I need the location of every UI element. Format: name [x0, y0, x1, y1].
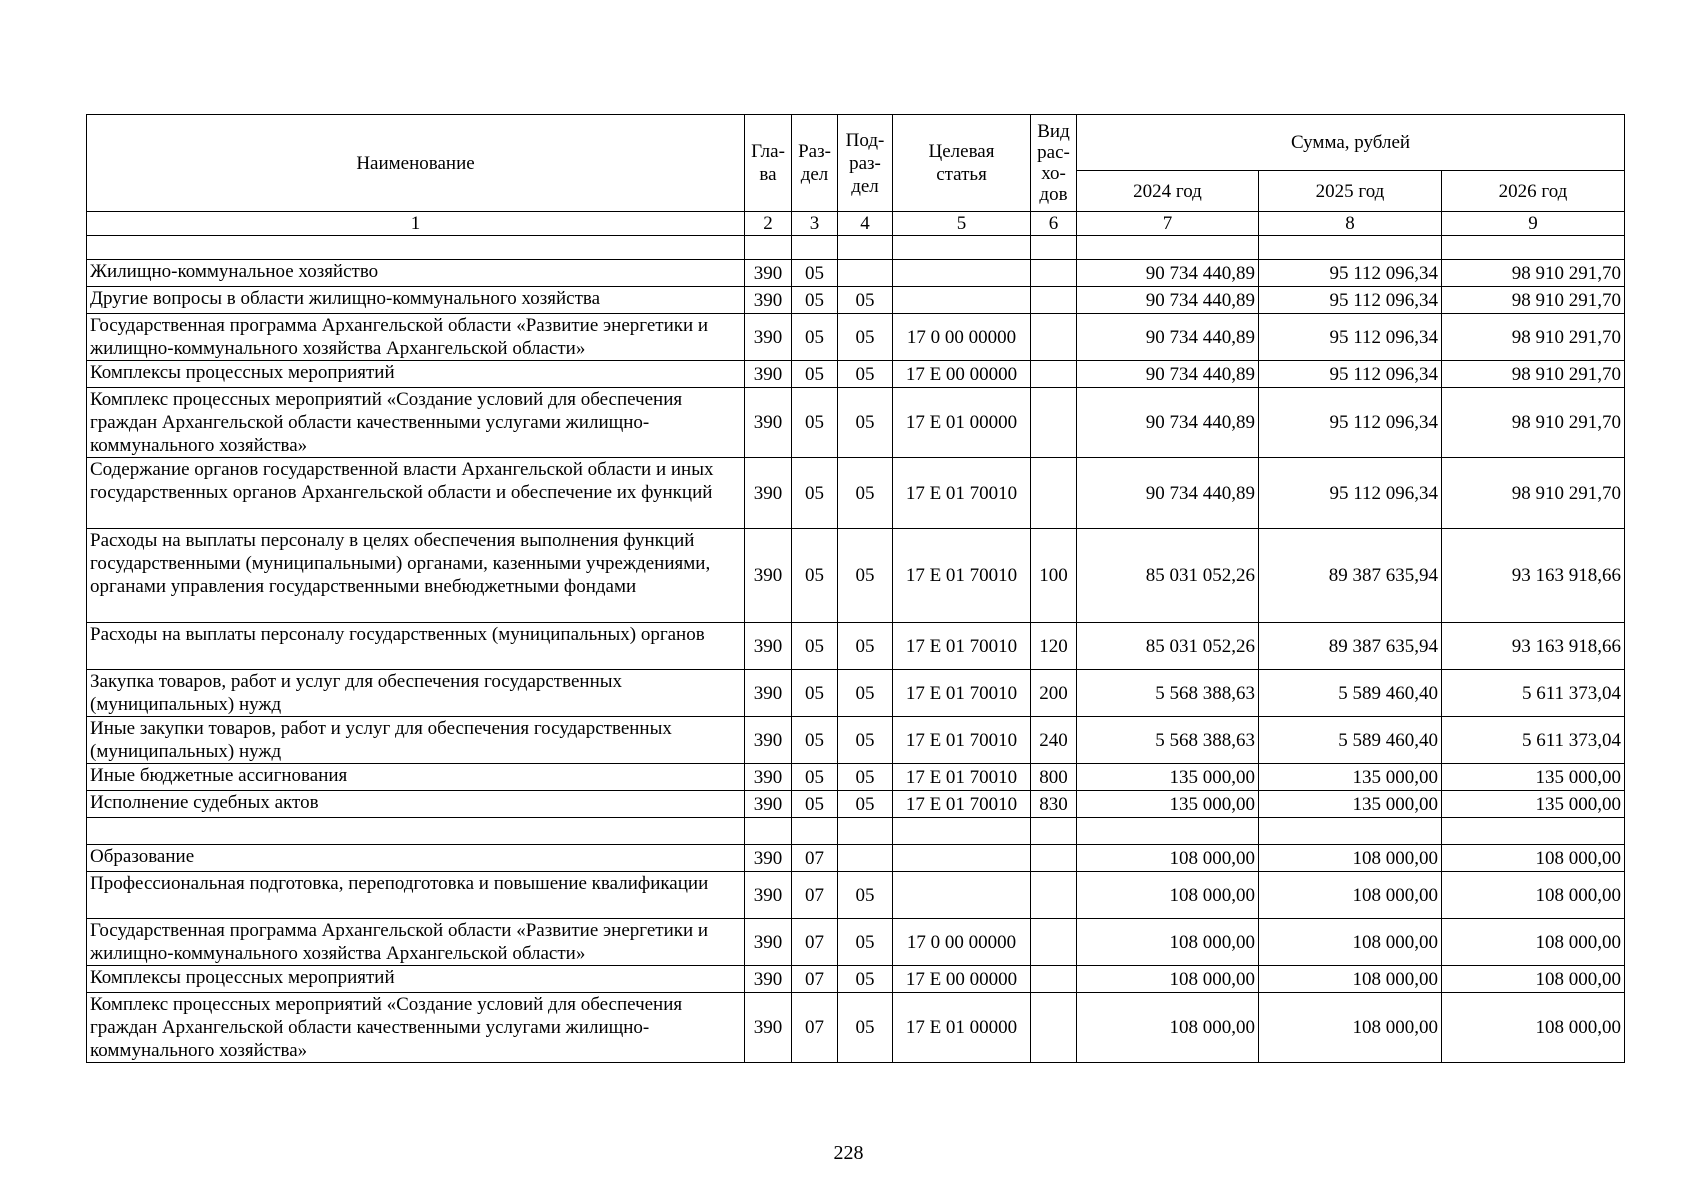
- column-number: 2: [745, 212, 792, 236]
- row-razdel: 07: [792, 919, 838, 966]
- row-tselevaya-statya: 17 Е 01 70010: [893, 529, 1031, 623]
- row-sum-2025: 89 387 635,94: [1259, 529, 1442, 623]
- header-2025: 2025 год: [1259, 171, 1442, 212]
- row-sum-2026: [1442, 818, 1625, 845]
- row-vid-rashodov: [1031, 388, 1077, 458]
- row-sum-2026: 98 910 291,70: [1442, 458, 1625, 529]
- row-tselevaya-statya: [893, 818, 1031, 845]
- row-vid-rashodov: 120: [1031, 623, 1077, 670]
- row-sum-2024: 90 734 440,89: [1077, 388, 1259, 458]
- table-body: [87, 236, 1625, 1063]
- row-tselevaya-statya: 17 Е 01 70010: [893, 764, 1031, 791]
- row-sum-2025: 89 387 635,94: [1259, 623, 1442, 670]
- row-vid-rashodov: [1031, 236, 1077, 260]
- table-row: [87, 717, 1625, 764]
- row-sum-2026: 108 000,00: [1442, 993, 1625, 1063]
- row-razdel: 05: [792, 260, 838, 287]
- row-tselevaya-statya: 17 0 00 00000: [893, 314, 1031, 361]
- row-razdel: 05: [792, 388, 838, 458]
- row-glava: 390: [745, 314, 792, 361]
- row-sum-2026: 108 000,00: [1442, 872, 1625, 919]
- header-name: Наименование: [87, 115, 745, 212]
- row-sum-2024: 5 568 388,63: [1077, 717, 1259, 764]
- row-glava: 390: [745, 764, 792, 791]
- row-sum-2025: 135 000,00: [1259, 791, 1442, 818]
- row-sum-2025: [1259, 236, 1442, 260]
- row-glava: [745, 818, 792, 845]
- row-glava: 390: [745, 919, 792, 966]
- row-vid-rashodov: [1031, 361, 1077, 388]
- table-row: [87, 845, 1625, 872]
- row-glava: 390: [745, 670, 792, 717]
- row-sum-2026: 98 910 291,70: [1442, 361, 1625, 388]
- table-row: [87, 764, 1625, 791]
- table-row: [87, 993, 1625, 1063]
- row-razdel: 07: [792, 966, 838, 993]
- row-sum-2026: 135 000,00: [1442, 764, 1625, 791]
- row-vid-rashodov: 200: [1031, 670, 1077, 717]
- row-podrazdel: 05: [838, 361, 893, 388]
- row-razdel: 05: [792, 791, 838, 818]
- row-vid-rashodov: 240: [1031, 717, 1077, 764]
- row-glava: 390: [745, 388, 792, 458]
- row-glava: [745, 236, 792, 260]
- row-tselevaya-statya: 17 Е 01 70010: [893, 791, 1031, 818]
- row-podrazdel: 05: [838, 872, 893, 919]
- header-tselevaya-statya: Целевая статья: [893, 115, 1031, 212]
- header-2024: 2024 год: [1077, 171, 1259, 212]
- row-name: Образование: [87, 845, 745, 872]
- row-sum-2026: 93 163 918,66: [1442, 623, 1625, 670]
- row-name: Профессиональная подготовка, переподготовка и повышение квалификации: [87, 872, 745, 919]
- row-sum-2024: 5 568 388,63: [1077, 670, 1259, 717]
- row-tselevaya-statya: 17 Е 01 70010: [893, 717, 1031, 764]
- row-glava: 390: [745, 529, 792, 623]
- row-sum-2024: [1077, 236, 1259, 260]
- row-sum-2026: 98 910 291,70: [1442, 388, 1625, 458]
- row-podrazdel: 05: [838, 670, 893, 717]
- row-sum-2025: 5 589 460,40: [1259, 717, 1442, 764]
- row-sum-2025: 108 000,00: [1259, 966, 1442, 993]
- row-sum-2024: 85 031 052,26: [1077, 529, 1259, 623]
- table-row: [87, 872, 1625, 919]
- table-row: [87, 529, 1625, 623]
- row-sum-2024: 108 000,00: [1077, 993, 1259, 1063]
- row-razdel: 05: [792, 287, 838, 314]
- row-vid-rashodov: 800: [1031, 764, 1077, 791]
- row-sum-2025: [1259, 818, 1442, 845]
- header-summa: Сумма, рублей: [1077, 115, 1625, 171]
- row-sum-2024: 135 000,00: [1077, 764, 1259, 791]
- row-tselevaya-statya: [893, 260, 1031, 287]
- row-vid-rashodov: [1031, 818, 1077, 845]
- row-name: Содержание органов государственной власти Архангельской области и иных государственных органов Архангельской области и обеспечение их функций: [87, 458, 745, 529]
- row-name: Комплекс процессных мероприятий «Создание условий для обеспечения граждан Архангельской области качественными услугами жилищно-коммунального хозяйства»: [87, 993, 745, 1063]
- row-podrazdel: [838, 236, 893, 260]
- row-tselevaya-statya: 17 Е 01 70010: [893, 623, 1031, 670]
- row-tselevaya-statya: [893, 287, 1031, 314]
- row-sum-2024: 90 734 440,89: [1077, 458, 1259, 529]
- row-razdel: 05: [792, 458, 838, 529]
- row-vid-rashodov: [1031, 966, 1077, 993]
- row-podrazdel: 05: [838, 388, 893, 458]
- row-glava: 390: [745, 260, 792, 287]
- row-sum-2025: 135 000,00: [1259, 764, 1442, 791]
- row-sum-2025: 108 000,00: [1259, 993, 1442, 1063]
- row-name: Закупка товаров, работ и услуг для обеспечения государственных (муниципальных) нужд: [87, 670, 745, 717]
- row-name: Иные бюджетные ассигнования: [87, 764, 745, 791]
- row-tselevaya-statya: 17 Е 00 00000: [893, 966, 1031, 993]
- row-sum-2025: 95 112 096,34: [1259, 260, 1442, 287]
- row-tselevaya-statya: [893, 236, 1031, 260]
- budget-table: [86, 114, 1625, 1063]
- row-vid-rashodov: 100: [1031, 529, 1077, 623]
- row-vid-rashodov: [1031, 993, 1077, 1063]
- row-sum-2026: 135 000,00: [1442, 791, 1625, 818]
- row-podrazdel: 05: [838, 919, 893, 966]
- row-tselevaya-statya: 17 Е 01 70010: [893, 670, 1031, 717]
- row-razdel: [792, 236, 838, 260]
- row-glava: 390: [745, 287, 792, 314]
- row-podrazdel: 05: [838, 529, 893, 623]
- row-tselevaya-statya: 17 Е 01 70010: [893, 458, 1031, 529]
- column-number-row: [87, 212, 1625, 236]
- row-razdel: 07: [792, 872, 838, 919]
- column-number: 7: [1077, 212, 1259, 236]
- row-sum-2024: 108 000,00: [1077, 919, 1259, 966]
- row-podrazdel: 05: [838, 623, 893, 670]
- row-podrazdel: 05: [838, 314, 893, 361]
- row-sum-2025: 95 112 096,34: [1259, 287, 1442, 314]
- table-row: [87, 966, 1625, 993]
- row-sum-2024: 90 734 440,89: [1077, 361, 1259, 388]
- column-number: 8: [1259, 212, 1442, 236]
- row-razdel: 05: [792, 623, 838, 670]
- row-sum-2026: 98 910 291,70: [1442, 260, 1625, 287]
- header-podrazdel: Под- раз- дел: [838, 115, 893, 212]
- row-glava: 390: [745, 458, 792, 529]
- row-vid-rashodov: [1031, 845, 1077, 872]
- row-podrazdel: 05: [838, 966, 893, 993]
- row-name: Государственная программа Архангельской области «Развитие энергетики и жилищно-коммунального хозяйства Архангельской области»: [87, 919, 745, 966]
- row-podrazdel: 05: [838, 717, 893, 764]
- row-vid-rashodov: [1031, 260, 1077, 287]
- column-number: 9: [1442, 212, 1625, 236]
- row-name: [87, 818, 745, 845]
- row-sum-2026: 108 000,00: [1442, 966, 1625, 993]
- row-razdel: 05: [792, 529, 838, 623]
- row-sum-2024: 108 000,00: [1077, 872, 1259, 919]
- row-tselevaya-statya: [893, 872, 1031, 919]
- row-name: Государственная программа Архангельской области «Развитие энергетики и жилищно-коммунального хозяйства Архангельской области»: [87, 314, 745, 361]
- row-sum-2024: [1077, 818, 1259, 845]
- row-vid-rashodov: 830: [1031, 791, 1077, 818]
- row-name: [87, 236, 745, 260]
- table-row: [87, 791, 1625, 818]
- row-sum-2024: 108 000,00: [1077, 845, 1259, 872]
- table-row: [87, 623, 1625, 670]
- row-glava: 390: [745, 791, 792, 818]
- row-sum-2024: 90 734 440,89: [1077, 287, 1259, 314]
- row-sum-2025: 108 000,00: [1259, 919, 1442, 966]
- table-row: [87, 919, 1625, 966]
- row-vid-rashodov: [1031, 872, 1077, 919]
- row-podrazdel: [838, 260, 893, 287]
- row-sum-2025: 108 000,00: [1259, 872, 1442, 919]
- row-glava: 390: [745, 361, 792, 388]
- row-sum-2024: 135 000,00: [1077, 791, 1259, 818]
- column-number: 6: [1031, 212, 1077, 236]
- table-row: [87, 388, 1625, 458]
- row-razdel: 05: [792, 764, 838, 791]
- row-podrazdel: 05: [838, 764, 893, 791]
- row-sum-2026: 5 611 373,04: [1442, 717, 1625, 764]
- table-row: [87, 670, 1625, 717]
- table-row: [87, 287, 1625, 314]
- header-glava: Гла- ва: [745, 115, 792, 212]
- header-vid-rashodov: Вид рас- хо- дов: [1031, 115, 1077, 212]
- row-sum-2026: [1442, 236, 1625, 260]
- row-sum-2025: 5 589 460,40: [1259, 670, 1442, 717]
- row-sum-2025: 95 112 096,34: [1259, 388, 1442, 458]
- row-podrazdel: [838, 845, 893, 872]
- row-glava: 390: [745, 717, 792, 764]
- row-podrazdel: 05: [838, 287, 893, 314]
- row-name: Комплекс процессных мероприятий «Создание условий для обеспечения граждан Архангельской области качественными услугами жилищно-коммунального хозяйства»: [87, 388, 745, 458]
- row-sum-2025: 95 112 096,34: [1259, 458, 1442, 529]
- row-tselevaya-statya: 17 0 00 00000: [893, 919, 1031, 966]
- row-glava: 390: [745, 993, 792, 1063]
- row-name: Жилищно-коммунальное хозяйство: [87, 260, 745, 287]
- row-name: Иные закупки товаров, работ и услуг для обеспечения государственных (муниципальных) нужд: [87, 717, 745, 764]
- row-vid-rashodov: [1031, 287, 1077, 314]
- row-tselevaya-statya: 17 Е 01 00000: [893, 993, 1031, 1063]
- row-razdel: 05: [792, 314, 838, 361]
- row-razdel: 05: [792, 670, 838, 717]
- row-name: Расходы на выплаты персоналу государственных (муниципальных) органов: [87, 623, 745, 670]
- row-sum-2025: 95 112 096,34: [1259, 314, 1442, 361]
- row-razdel: 07: [792, 845, 838, 872]
- header-2026: 2026 год: [1442, 171, 1625, 212]
- row-sum-2025: 108 000,00: [1259, 845, 1442, 872]
- table-row: [87, 236, 1625, 260]
- table-row: [87, 314, 1625, 361]
- row-name: Комплексы процессных мероприятий: [87, 361, 745, 388]
- row-podrazdel: 05: [838, 993, 893, 1063]
- row-razdel: [792, 818, 838, 845]
- column-number: 4: [838, 212, 893, 236]
- table-row: [87, 361, 1625, 388]
- row-podrazdel: [838, 818, 893, 845]
- row-sum-2025: 95 112 096,34: [1259, 361, 1442, 388]
- table-row: [87, 818, 1625, 845]
- row-glava: 390: [745, 872, 792, 919]
- row-sum-2024: 108 000,00: [1077, 966, 1259, 993]
- row-podrazdel: 05: [838, 458, 893, 529]
- row-sum-2026: 108 000,00: [1442, 845, 1625, 872]
- row-name: Исполнение судебных актов: [87, 791, 745, 818]
- row-tselevaya-statya: 17 Е 00 00000: [893, 361, 1031, 388]
- row-name: Комплексы процессных мероприятий: [87, 966, 745, 993]
- row-sum-2024: 85 031 052,26: [1077, 623, 1259, 670]
- row-razdel: 05: [792, 717, 838, 764]
- row-razdel: 07: [792, 993, 838, 1063]
- row-name: Другие вопросы в области жилищно-коммунального хозяйства: [87, 287, 745, 314]
- table-row: [87, 260, 1625, 287]
- row-tselevaya-statya: 17 Е 01 00000: [893, 388, 1031, 458]
- row-sum-2026: 98 910 291,70: [1442, 287, 1625, 314]
- column-number: 1: [87, 212, 745, 236]
- table-row: [87, 458, 1625, 529]
- row-glava: 390: [745, 966, 792, 993]
- row-glava: 390: [745, 623, 792, 670]
- row-vid-rashodov: [1031, 919, 1077, 966]
- row-sum-2026: 93 163 918,66: [1442, 529, 1625, 623]
- row-podrazdel: 05: [838, 791, 893, 818]
- row-name: Расходы на выплаты персоналу в целях обеспечения выполнения функций государственными (муниципальными) органами, казенными учреждениями, органами управления государственными внебюджетными фондами: [87, 529, 745, 623]
- column-number: 3: [792, 212, 838, 236]
- row-tselevaya-statya: [893, 845, 1031, 872]
- row-vid-rashodov: [1031, 314, 1077, 361]
- row-sum-2026: 5 611 373,04: [1442, 670, 1625, 717]
- header-razdel: Раз- дел: [792, 115, 838, 212]
- page-number: 228: [833, 1142, 864, 1164]
- row-vid-rashodov: [1031, 458, 1077, 529]
- row-razdel: 05: [792, 361, 838, 388]
- row-sum-2026: 108 000,00: [1442, 919, 1625, 966]
- row-sum-2026: 98 910 291,70: [1442, 314, 1625, 361]
- column-number: 5: [893, 212, 1031, 236]
- row-sum-2024: 90 734 440,89: [1077, 314, 1259, 361]
- row-glava: 390: [745, 845, 792, 872]
- row-sum-2024: 90 734 440,89: [1077, 260, 1259, 287]
